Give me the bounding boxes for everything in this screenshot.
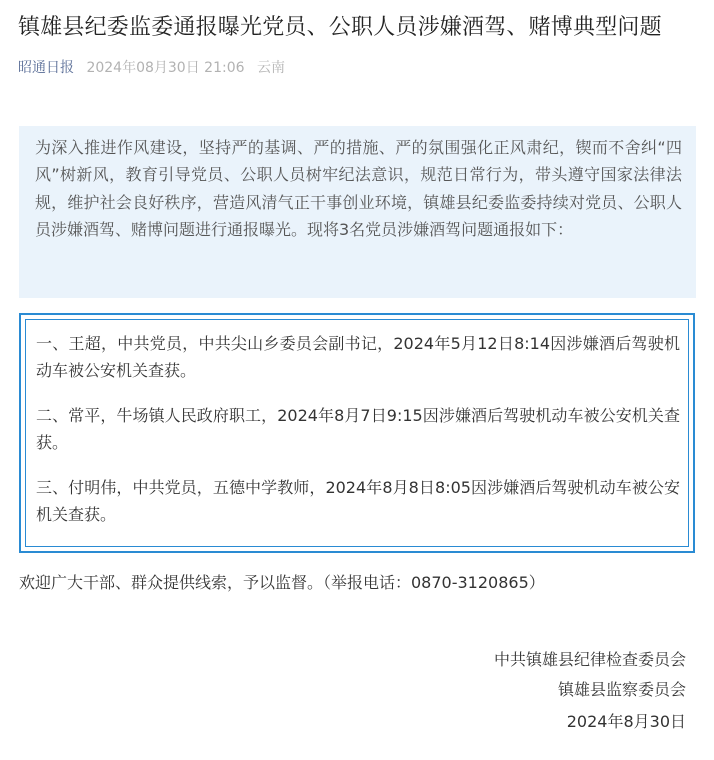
article-meta <box>18 58 285 78</box>
signature-org-supervision: 镇雄县监察委员会 <box>557 680 686 699</box>
case-item: 三、付明伟，中共党员，五德中学教师，2024年8月8日8:05因涉嫌酒后驾驶机动车被公安机关查获。 <box>36 478 680 524</box>
case-item: 二、常平，牛场镇人民政府职工，2024年8月7日9:15因涉嫌酒后驾驶机动车被公安机关查获。 <box>36 406 680 452</box>
source-link[interactable]: 昭通日报 <box>18 60 74 76</box>
cases-box <box>19 313 695 553</box>
publish-location: 云南 <box>256 60 285 76</box>
case-item: 一、王超，中共党员，中共尖山乡委员会副书记，2024年5月12日8:14因涉嫌酒后驾驶机动车被公安机关查获。 <box>36 334 680 380</box>
signature-org-discipline: 中共镇雄县纪律检查委员会 <box>493 650 686 669</box>
publish-datetime: 2024年08月30日 21:06 <box>86 60 245 76</box>
cases-box-inner <box>25 319 689 547</box>
closing-paragraph: 欢迎广大干部、群众提供线索，予以监督。（举报电话：0870-3120865） <box>19 573 545 592</box>
article-title: 镇雄县纪委监委通报曝光党员、公职人员涉嫌酒驾、赌博典型问题 <box>18 15 662 40</box>
intro-paragraph: 为深入推进作风建设，坚持严的基调、严的措施、严的氛围强化正风肃纪，锲而不舍纠“四风”树新风，教育引导党员、公职人员树牢纪法意识，规范日常行为，带头遵守国家法律法规，维护社会良好秩序，营造风清气正干事创业环境，镇雄县纪委监委持续对党员、公职人员涉嫌酒驾、赌博问题进行通报曝光。现将3名党员涉嫌酒驾问题通报如下： <box>19 126 696 298</box>
signature-date: 2024年8月30日 <box>566 712 686 731</box>
